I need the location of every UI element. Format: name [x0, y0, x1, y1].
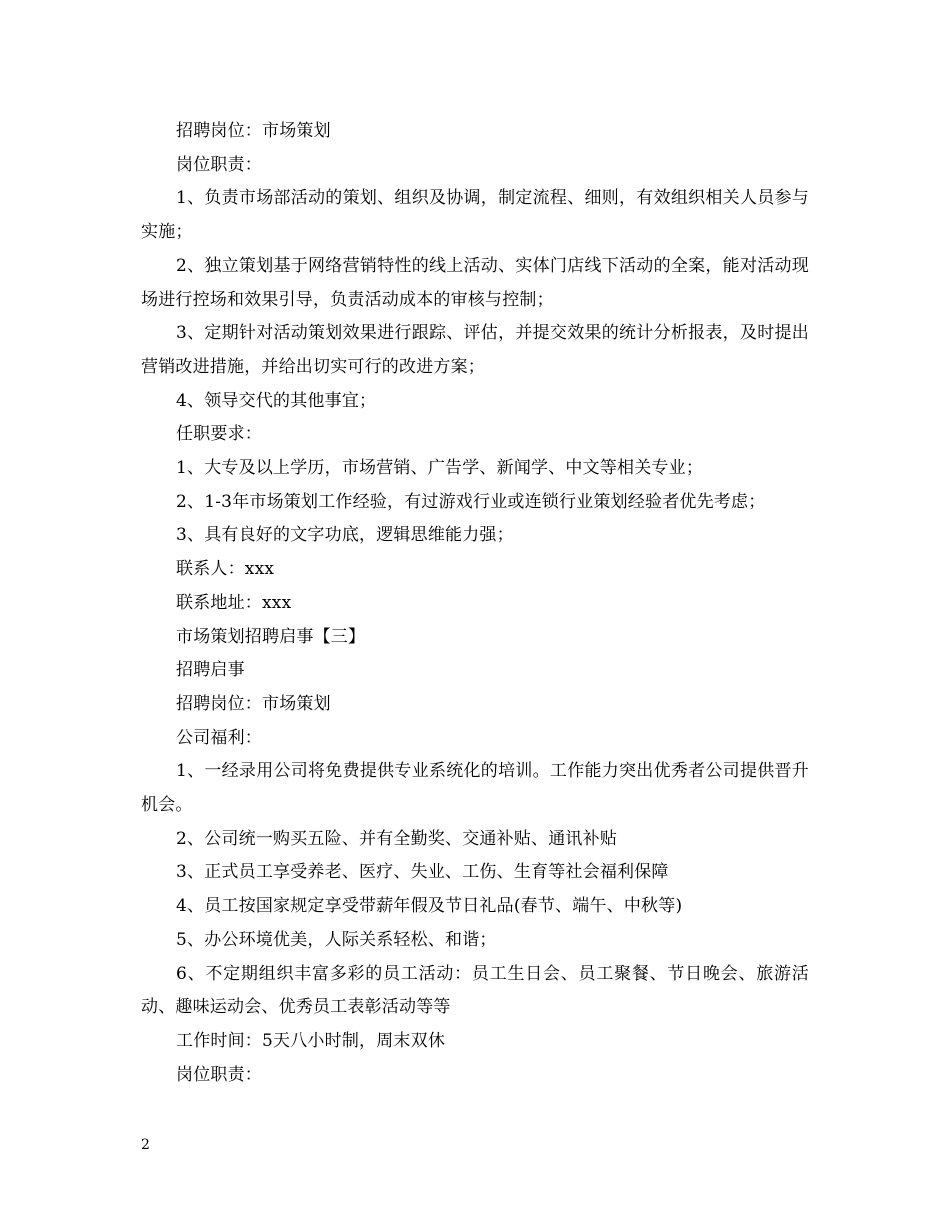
paragraph-benefit-6: 6、不定期组织丰富多彩的员工活动：员工生日会、员工聚餐、节日晚会、旅游活动、趣味运动会、优秀员工表彰活动等等 [141, 963, 809, 1018]
paragraph-benefit-5: 5、办公环境优美，人际关系轻松、和谐； [176, 929, 497, 950]
paragraph-benefit-4: 4、员工按国家规定享受带薪年假及节日礼品(春节、端午、中秋等) [176, 896, 683, 917]
paragraph-benefit-2: 2、公司统一购买五险、并有全勤奖、交通补贴、通讯补贴 [176, 828, 618, 849]
document-body [141, 115, 809, 1092]
paragraph-notice-heading: 招聘启事 [176, 660, 245, 681]
paragraph-duties-heading: 岗位职责： [176, 154, 262, 175]
paragraph-requirement-1: 1、大专及以上学历，市场营销、广告学、新闻学、中文等相关专业； [176, 458, 704, 479]
paragraph-benefits-heading: 公司福利： [176, 727, 262, 748]
paragraph-duty-4: 4、领导交代的其他事宜； [176, 390, 377, 411]
paragraph-requirements-heading: 任职要求： [176, 424, 262, 445]
paragraph-duty-3: 3、定期针对活动策划效果进行跟踪、评估，并提交效果的统计分析报表，及时提出营销改进措施，并给出切实可行的改进方案； [141, 323, 809, 377]
paragraph-position-title-2: 招聘岗位：市场策划 [176, 693, 331, 714]
paragraph-working-hours: 工作时间：5天八小时制，周末双休 [176, 1030, 446, 1051]
paragraph-duties-heading-2: 岗位职责： [176, 1064, 262, 1085]
paragraph-benefit-3: 3、正式员工享受养老、医疗、失业、工伤、生育等社会福利保障 [176, 862, 669, 883]
paragraph-requirement-2: 2、1-3年市场策划工作经验，有过游戏行业或连锁行业策划经验者优先考虑； [176, 491, 766, 512]
paragraph-duty-2: 2、独立策划基于网络营销特性的线上活动、实体门店线下活动的全案，能对活动现场进行控场和效果引导，负责活动成本的审核与控制； [141, 255, 809, 310]
paragraph-contact-address: 联系地址：xxx [176, 592, 292, 613]
paragraph-contact-person: 联系人：xxx [176, 559, 275, 580]
paragraph-duty-1: 1、负责市场部活动的策划、组织及协调，制定流程、细则，有效组织相关人员参与实施； [141, 188, 809, 243]
paragraph-section-title: 市场策划招聘启事【三】 [176, 626, 366, 647]
paragraph-benefit-1: 1、一经录用公司将免费提供专业系统化的培训。工作能力突出优秀者公司提供晋升机会。 [141, 761, 809, 816]
page-number: 2 [141, 1137, 150, 1153]
paragraph-position-title: 招聘岗位：市场策划 [176, 121, 331, 141]
paragraph-requirement-3: 3、具有良好的文字功底，逻辑思维能力强； [176, 525, 514, 546]
